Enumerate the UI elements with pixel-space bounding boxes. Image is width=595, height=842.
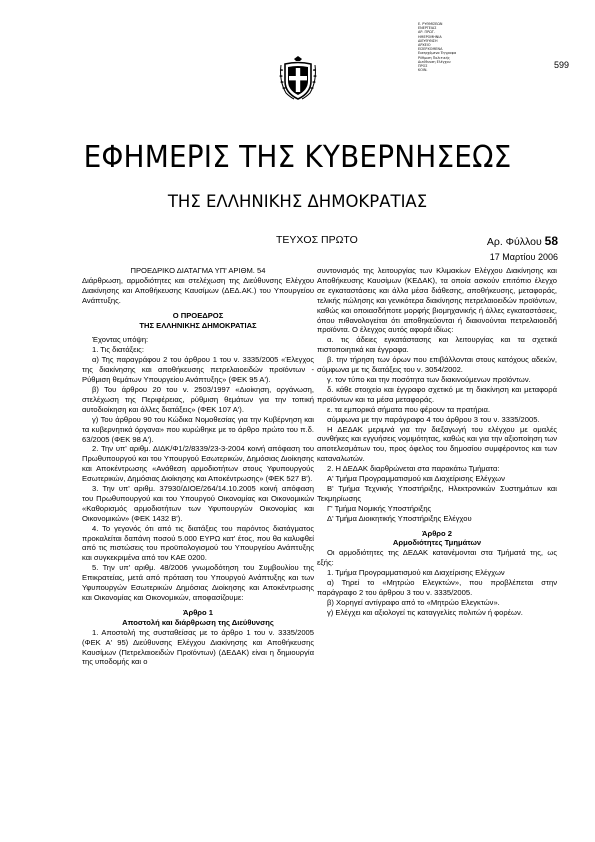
stamp-line: ΕΝΕΡΓΕΙΑΣ — [418, 26, 437, 31]
gazette-title: ΕΦΗΜΕΡΙΣ ΤΗΣ ΚΥΒΕΡΝΗΣΕΩΣ — [83, 140, 512, 175]
section-heading: Ο ΠΡΟΕΔΡΟΣ — [172, 310, 224, 320]
paragraph: 1. Τμήμα Προγραμματισμού και Διαχείρισης Ελέγχων — [327, 568, 505, 578]
paragraph: 5. Την υπ' αριθμ. 48/2006 γνωμοδότηση του Συμβουλίου της Επικρατείας, μετά από πρόταση του Υπουργού Ανάπτυξης και των Υφυπουργών Εσωτερικών Δημόσιας Διοίκησης και Αποκέντρωσης και Οικονομίας και Οικονομικών, αποφασίζουμε: — [82, 563, 314, 602]
section-heading: ΤΗΣ ΕΛΛΗΝΙΚΗΣ ΔΗΜΟΚΡΑΤΙΑΣ — [139, 320, 257, 330]
section-heading: Αρμοδιότητες Τμημάτων — [392, 538, 482, 548]
paragraph: β. την τήρηση των όρων που επιβάλλονται στους κατόχους αδειών, σύμφωνα με τις διατάξεις του ν. 3054/2002. — [317, 355, 557, 375]
paragraph: 3. Την υπ' αριθμ. 37930/ΔΙΟΕ/264/14.10.2005 κοινή απόφαση του Πρωθυπουργού και του Υπουργού Οικονομίας και Οικονομικών «Καθορισμός αρμοδιοτήτων των Υφυπουργών Οικονομίας και Οικονομικών» (ΦΕΚ 1432 Β'). — [82, 484, 314, 523]
paragraph: Διάρθρωση, αρμοδιότητες και στελέχωση της Διεύθυνσης Ελέγχου Διακίνησης και Αποθήκευσης Καυσίμων (ΔΕΔ.ΑΚ.) του Υπουργείου Ανάπτυξης. — [82, 275, 314, 305]
greek-coat-of-arms-icon — [278, 55, 318, 101]
stamp-line: Διεύθυνση Ελέγχου — [418, 59, 451, 64]
page-number: 599 — [553, 60, 569, 70]
paragraph: Έχοντας υπόψη: — [92, 335, 149, 345]
sheet-label: Αρ. Φύλλου — [486, 236, 542, 248]
paragraph: 2. Η ΔΕΔΑΚ διαρθρώνεται στα παρακάτω Τμήματα: — [327, 464, 500, 474]
paragraph: δ. κάθε στοιχείο και έγγραφο σχετικό με τη διακίνηση και μεταφορά προϊόντων και τα μέσα μεταφοράς. — [317, 384, 557, 404]
stamp-line: ΑΡ. ΠΡΩΤ. — [418, 30, 435, 35]
paragraph: 1. Αποστολή της συσταθείσας με το άρθρο 1 του ν. 3335/2005 (ΦΕΚ Α' 95) Διεύθυνσης Ελέγχου Διακίνησης και Αποθήκευσης Καυσίμων (Πετρελαιοειδών Προϊόντων) (ΔΕΔΑΚ) είναι η δημιουργία της υποδομής και ο — [82, 627, 314, 667]
issue-type: ΤΕΥΧΟΣ ΠΡΩΤΟ — [276, 234, 358, 246]
issue-date: 17 Μαρτίου 2006 — [489, 252, 558, 262]
stamp-line: Εισερχόμενα Έγγραφα — [418, 51, 457, 56]
paragraph: ΠΡΟΕΔΡΙΚΟ ΔΙΑΤΑΓΜΑ ΥΠ' ΑΡΙΘΜ. 54 — [130, 266, 266, 275]
stamp-line: ΚΟΙΝ. — [418, 68, 428, 73]
stamp-line: ΗΜΕΡΟΜΗΝΙΑ — [418, 34, 442, 39]
section-heading: Άρθρο 2 — [422, 528, 452, 538]
paragraph: 2. Την υπ' αριθμ. ΔΙΔΚ/Φ1/2/8339/23-3-2004 κοινή απόφαση του Πρωθυπουργού και του Υπουργού Εσωτερικών, Δημόσιας Διοίκησης και Αποκέντρωσης «Ανάθεση αρμοδιοτήτων στους Υφυπουργούς Εσωτερικών, Δημόσιας Διοίκησης και Αποκέντρωσης» (ΦΕΚ 527 Β'). — [82, 444, 314, 484]
paragraph: συντονισμός της λειτουργίας των Κλιμακίων Ελέγχου Διακίνησης και Αποθήκευσης Καυσίμων (ΚΕΔΑΚ), τα οποία ασκούν επιτόπιο έλεγχο σε εγκαταστάσεις και άλλα μέσα διάθεσης, αποθήκευσης, μεταφοράς, τελικής πώλησης και γενικότερα διακίνησης πετρελαιοειδών προϊόντων, καθώς και οποιασδήποτε μορφής βιομηχανικής ή άλλες εγκαταστάσεις, όπου πιθανολογείται ότι αποθηκεύονται ή διακινούνται πετρελαιοειδή προϊόντα. Ο έλεγχος αυτός αφορά ιδίως: — [317, 266, 558, 335]
section-heading: Αποστολή και διάρθρωση της Διεύθυνσης — [122, 617, 274, 627]
right-text-column — [317, 266, 557, 618]
paragraph: α) Τηρεί το «Μητρώο Ελεγκτών», που προβλέπεται στην παράγραφο 2 του άρθρου 3 του ν. 3335/2005. — [317, 578, 557, 597]
sheet-number-line — [487, 234, 558, 248]
paragraph: γ. τον τύπο και την ποσότητα των διακινούμενων προϊόντων. — [327, 374, 531, 384]
paragraph: Α' Τμήμα Προγραμματισμού και Διαχείρισης Ελέγχων — [327, 474, 505, 484]
paragraph: Γ' Τμήμα Νομικής Υποστήριξης — [327, 503, 432, 513]
paragraph: σύμφωνα με την παράγραφο 4 του άρθρου 3 του ν. 3335/2005. — [327, 414, 540, 424]
paragraph: ε. τα εμπορικά σήματα που φέρουν τα πρατήρια. — [327, 404, 490, 414]
paragraph: 1. Τις διατάξεις: — [92, 345, 144, 355]
paragraph: Β' Τμήμα Τεχνικής Υποστήριξης, Ηλεκτρονικών Συστημάτων και Τεκμηρίωσης — [317, 483, 557, 503]
stamp-line: Ε. ΡΥΘΜΙΣΕΩΝ — [418, 22, 443, 26]
paragraph: 4. Το γεγονός ότι από τις διατάξεις του παρόντος διατάγματος προκαλείται δαπάνη ποσού 5.000 ΕΥΡΩ κατ' έτος, που θα καλυφθεί από τις πιστώσεις του προϋπολογισμού του Υπουργείου Ανάπτυξης και συγκεκριμένα από τον ΚΑΕ 0200. — [82, 523, 314, 563]
paragraph: γ) Του άρθρου 90 του Κώδικα Νομοθεσίας για την Κυβέρνηση και τα κυβερνητικά όργανα» που κυρώθηκε με το άρθρο πρώτο του π.δ. 63/2005 (ΦΕΚ 98 Α'). — [82, 414, 314, 444]
paragraph: Οι αρμοδιότητες της ΔΕΔΑΚ κατανέμονται στα Τμήματά της, ως εξής: — [317, 548, 557, 568]
stamp-line: ΔΙΕΥΘΥΝΣΗ — [418, 38, 438, 43]
stamp-line: ΑΡΧΕΙΟ — [418, 43, 431, 48]
paragraph: Η ΔΕΔΑΚ μεριμνά για την διεξαγωγή του ελέγχου με ομαλές συνθήκες και εγγυήσεις νομιμότητας, καθώς και για την αξιοποίηση των αποτελεσμάτων του, προς όφελος του δημοσίου συμφέροντος και των καταναλωτών. — [317, 424, 557, 464]
stamp-line: ΠΡΟΣ — [418, 64, 428, 69]
stamp-line: ΕΙΣΕΡΧΟΜΕΝΑ — [418, 47, 443, 52]
paragraph: α) Της παραγράφου 2 του άρθρου 1 του ν. 3335/2005 «Έλεγχος της διακίνησης και αποθήκευσης πετρελαιοειδών προϊόντων - Ρύθμιση θεμάτων Υπουργείου Ανάπτυξης» (ΦΕΚ 95 Α'). — [82, 355, 314, 385]
stamp-line: Ρύθμιση Πολιτικής — [418, 55, 450, 60]
registration-stamp — [418, 22, 474, 72]
paragraph: α. τις άδειες εγκατάστασης και λειτουργίας και τα σχετικά πιστοποιητικά και έγγραφα. — [317, 335, 557, 355]
section-heading: Άρθρο 1 — [183, 607, 213, 617]
sheet-number: 58 — [544, 234, 558, 248]
left-text-column — [82, 266, 314, 667]
gazette-subtitle: ΤΗΣ ΕΛΛΗΝΙΚΗΣ ΔΗΜΟΚΡΑΤΙΑΣ — [167, 192, 428, 211]
paragraph: γ) Ελέγχει και αξιολογεί τις καταγγελίες πολιτών ή φορέων. — [327, 607, 523, 617]
paragraph: β) Του άρθρου 20 του ν. 2503/1997 «Διοίκηση, οργάνωση, στελέχωση της Περιφέρειας, ρύθμιση θεμάτων για την τοπική αυτοδιοίκηση και άλλες διατάξεις» (ΦΕΚ 107 Α'). — [82, 384, 314, 414]
paragraph: β) Χορηγεί αντίγραφο από το «Μητρώο Ελεγκτών». — [327, 597, 500, 607]
paragraph: Δ' Τμήμα Διοικητικής Υποστήριξης Ελέγχου — [327, 513, 472, 523]
